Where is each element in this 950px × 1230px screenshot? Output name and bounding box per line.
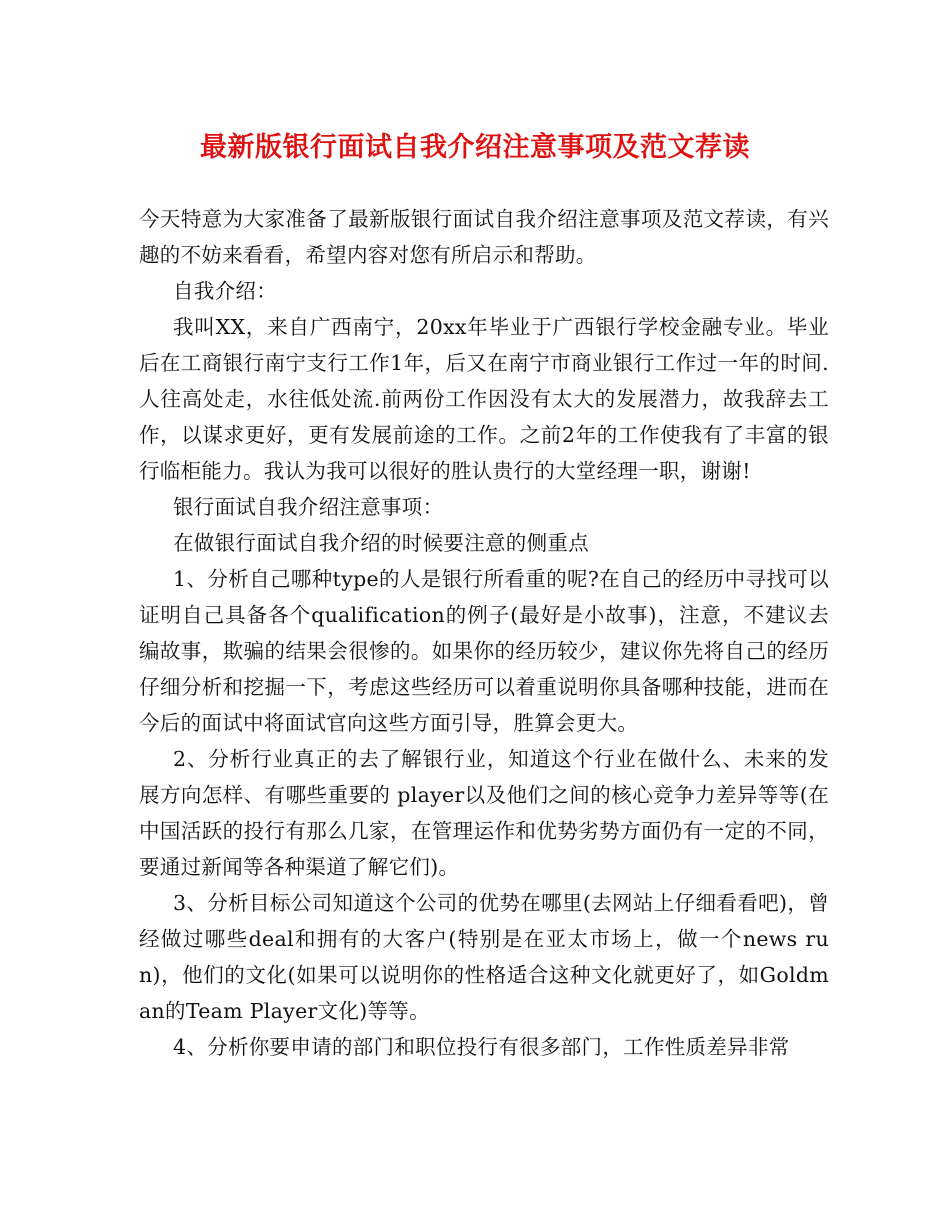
note-item-3: 3、分析目标公司知道这个公司的优势在哪里(去网站上仔细看看吧)，曾经做过哪些deal和拥有的大客户(特别是在亚太市场上，做一个news run)，他们的文化(如果可以说明你的性格适合这种文化就更好了，如Goldman的Team Player文化)等等。 <box>139 891 829 1023</box>
section-heading-self-intro: 自我介绍： <box>173 279 277 303</box>
section-heading-notes: 银行面试自我介绍注意事项： <box>173 495 444 519</box>
notes-subheading: 在做银行面试自我介绍的时候要注意的侧重点 <box>173 531 589 555</box>
note-item-1: 1、分析自己哪种type的人是银行所看重的呢?在自己的经历中寻找可以证明自己具备各个qualification的例子(最好是小故事)，注意，不建议去编故事，欺骗的结果会很惨的。如果你的经历较少，建议你先将自己的经历仔细分析和挖掘一下，考虑这些经历可以着重说明你具备哪种技能，进而在今后的面试中将面试官向这些方面引导，胜算会更大。 <box>139 567 829 735</box>
document-body <box>139 201 829 1065</box>
document-title: 最新版银行面试自我介绍注意事项及范文荐读 <box>200 132 750 163</box>
note-item-2: 2、分析行业真正的去了解银行业，知道这个行业在做什么、未来的发展方向怎样、有哪些重要的 player以及他们之间的核心竞争力差异等等(在中国活跃的投行有那么几家，在管理运作和优势劣势方面仍有一定的不同，要通过新闻等各种渠道了解它们)。 <box>139 747 829 879</box>
note-item-4: 4、分析你要申请的部门和职位投行有很多部门，工作性质差异非常 <box>173 1035 790 1059</box>
self-intro-paragraph: 我叫XX，来自广西南宁，20xx年毕业于广西银行学校金融专业。毕业后在工商银行南宁支行工作1年，后又在南宁市商业银行工作过一年的时间.人往高处走，水往低处流.前两份工作因没有太大的发展潜力，故我辞去工作，以谋求更好，更有发展前途的工作。之前2年的工作使我有了丰富的银行临柜能力。我认为我可以很好的胜认贵行的大堂经理一职，谢谢! <box>139 315 829 483</box>
intro-paragraph: 今天特意为大家准备了最新版银行面试自我介绍注意事项及范文荐读，有兴趣的不妨来看看，希望内容对您有所启示和帮助。 <box>139 207 829 267</box>
